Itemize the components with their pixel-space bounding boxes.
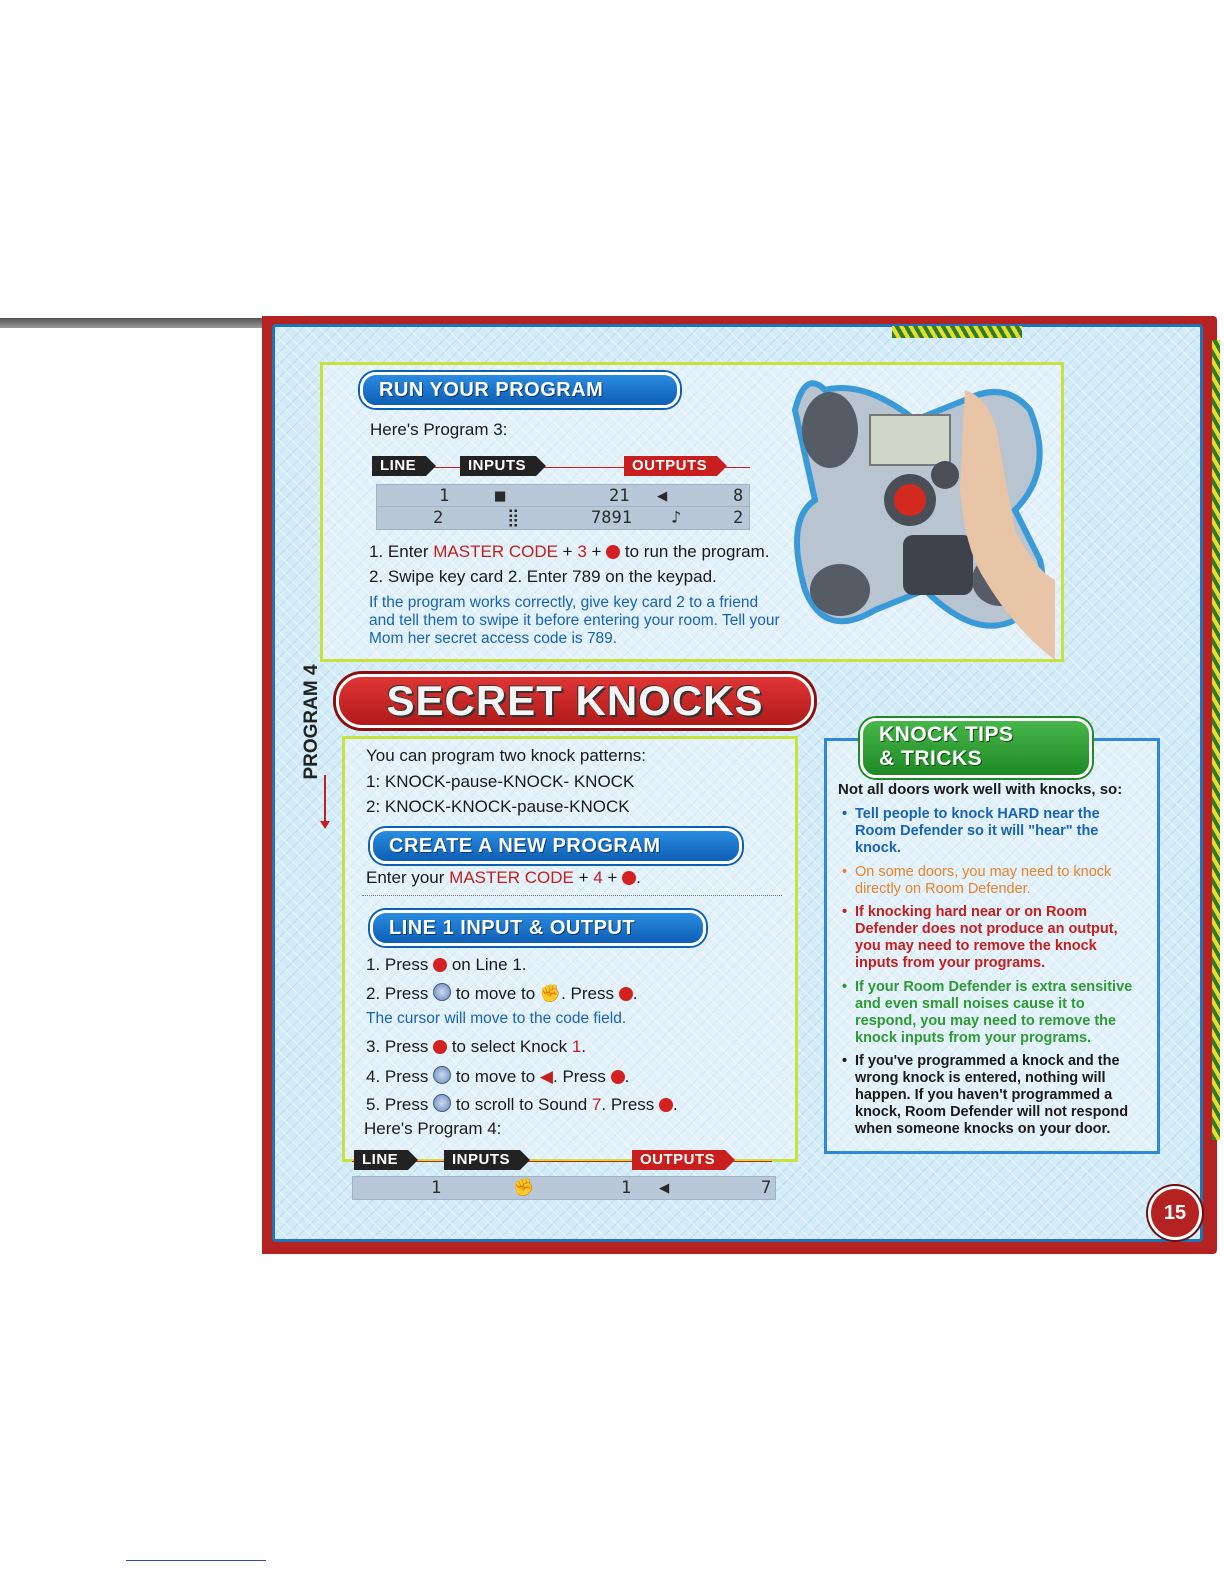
table-row bbox=[376, 506, 750, 530]
tip-item: • If your Room Defender is extra sensitive and even small noises cause it to respond, you may need to remove the knock inputs from your programs. bbox=[855, 979, 1135, 1047]
page-number-badge: 15 bbox=[1148, 1186, 1202, 1240]
hazard-stripe bbox=[892, 326, 1022, 338]
line1-step-3: 3. Press to select Knock 1. bbox=[366, 1037, 587, 1056]
step-text: 3. Press bbox=[366, 1037, 434, 1056]
tip-item: • Tell people to knock HARD near the Room Defender so it will "hear" the knock. bbox=[855, 806, 1135, 857]
red-button-icon bbox=[619, 987, 633, 1001]
program-number: 3 bbox=[577, 542, 587, 561]
program-side-label bbox=[298, 664, 326, 780]
knock-number: 1 bbox=[571, 1037, 582, 1056]
step-text: Enter your bbox=[366, 868, 450, 887]
dotted-divider bbox=[362, 895, 782, 896]
red-button-icon bbox=[433, 958, 447, 972]
step-text: 4. Press bbox=[366, 1067, 434, 1086]
master-code-label: MASTER CODE bbox=[449, 868, 574, 887]
step-text: to run the program. bbox=[620, 542, 770, 561]
top-edge-bar bbox=[0, 318, 262, 328]
run-note-line-1: If the program works correctly, give key card 2 to a friend bbox=[369, 594, 759, 611]
program3-intro: Here's Program 3: bbox=[370, 420, 508, 439]
red-button-icon bbox=[622, 871, 636, 885]
footer-line bbox=[126, 1560, 266, 1561]
tip-item: • If knocking hard near or on Room Defender does not produce an output, you may need to remove the knock inputs from your programs. bbox=[855, 904, 1135, 972]
tips-heading-line: & TRICKS bbox=[879, 747, 983, 770]
outputs-tag: OUTPUTS bbox=[624, 456, 717, 476]
row-line: 1 bbox=[431, 1178, 442, 1198]
step-text: + bbox=[557, 542, 578, 561]
line1-step-2: 2. Press to move to ✊. Press . bbox=[366, 984, 638, 1003]
row-input-code: 7891 bbox=[591, 508, 632, 528]
tips-intro: Not all doors work well with knocks, so: bbox=[838, 781, 1123, 798]
line-tag: LINE bbox=[354, 1150, 408, 1170]
room-defender-device-image bbox=[785, 370, 1055, 660]
row-line: 1 bbox=[439, 486, 450, 506]
master-code-label: MASTER CODE bbox=[433, 542, 558, 561]
row-input-code: 1 bbox=[621, 1178, 632, 1198]
knock-pattern-1: 1: KNOCK-pause-KNOCK- KNOCK bbox=[366, 772, 635, 791]
sound-number: 7 bbox=[591, 1095, 602, 1114]
knock-pattern-2: 2: KNOCK-KNOCK-pause-KNOCK bbox=[366, 797, 630, 816]
knock-fist-icon: ✊ bbox=[539, 984, 562, 1003]
line-tag: LINE bbox=[372, 456, 426, 476]
red-button-icon bbox=[606, 545, 620, 559]
run-note-line-3: Mom her secret access code is 789. bbox=[369, 630, 618, 647]
create-step: Enter your MASTER CODE + 4 + . bbox=[366, 868, 641, 887]
scroll-knob-icon bbox=[433, 983, 451, 1001]
side-label-text: PROGRAM 4 bbox=[301, 664, 322, 780]
run-program-heading: RUN YOUR PROGRAM bbox=[360, 372, 680, 408]
red-button-icon bbox=[433, 1040, 447, 1054]
tips-heading-line: KNOCK TIPS bbox=[879, 723, 1014, 746]
secret-knocks-title: SECRET KNOCKS bbox=[336, 674, 814, 728]
inputs-tag: INPUTS bbox=[444, 1150, 520, 1170]
table-row bbox=[352, 1176, 776, 1200]
red-button-icon bbox=[659, 1098, 673, 1112]
speaker-icon: ◀ bbox=[539, 1067, 553, 1086]
step-text: 1. Press bbox=[366, 955, 434, 974]
inputs-tag: INPUTS bbox=[460, 456, 536, 476]
table-row bbox=[376, 484, 750, 508]
line1-step-4: 4. Press to move to ◀. Press . bbox=[366, 1067, 630, 1086]
step-text: to move to bbox=[451, 984, 540, 1003]
create-program-heading: CREATE A NEW PROGRAM bbox=[370, 828, 742, 864]
cursor-note: The cursor will move to the code field. bbox=[366, 1010, 627, 1027]
step-text: . Press bbox=[561, 984, 619, 1003]
scroll-knob-icon bbox=[433, 1094, 451, 1112]
step-text: on Line 1. bbox=[447, 955, 527, 974]
speaker-icon: ◀ bbox=[659, 1178, 670, 1198]
line1-step-5: 5. Press to scroll to Sound 7. Press . bbox=[366, 1095, 678, 1114]
knock-fist-icon: ✊ bbox=[513, 1178, 535, 1198]
keycard-icon: ■ bbox=[495, 486, 506, 506]
down-arrow-icon bbox=[324, 775, 326, 823]
step-text: to move to bbox=[451, 1067, 540, 1086]
step-text: + bbox=[573, 868, 594, 887]
run-note-line-2: and tell them to swipe it before entering your room. Tell your bbox=[369, 612, 780, 629]
row-output-code: 7 bbox=[761, 1178, 772, 1198]
run-step-2: 2. Swipe key card 2. Enter 789 on the keypad. bbox=[369, 567, 717, 586]
row-input-code: 21 bbox=[609, 486, 630, 506]
knock-tips-heading bbox=[860, 718, 1092, 778]
speaker-icon: ◀ bbox=[657, 486, 668, 506]
microphone-icon: ♪ bbox=[671, 508, 682, 528]
side-hazard-stripe bbox=[1212, 340, 1220, 1140]
tip-item: • On some doors, you may need to knock directly on Room Defender. bbox=[855, 864, 1135, 898]
row-output-code: 8 bbox=[733, 486, 744, 506]
step-text: to scroll to Sound bbox=[451, 1095, 592, 1114]
run-step-1: 1. Enter MASTER CODE + 3 + to run the program. bbox=[369, 542, 770, 561]
step-text: 1. Enter bbox=[369, 542, 434, 561]
keypad-icon: ⣿ bbox=[507, 508, 520, 528]
program4-intro: Here's Program 4: bbox=[364, 1119, 502, 1138]
line1-step-1 bbox=[366, 955, 527, 975]
outputs-tag: OUTPUTS bbox=[632, 1150, 725, 1170]
line1-heading: LINE 1 INPUT & OUTPUT bbox=[370, 910, 706, 946]
step-text: 5. Press bbox=[366, 1095, 434, 1114]
red-button-icon bbox=[611, 1070, 625, 1084]
step-text: . Press bbox=[553, 1067, 611, 1086]
program-number: 4 bbox=[593, 868, 603, 887]
tip-item: • If you've programmed a knock and the wrong knock is entered, nothing will happen. If you haven't programmed a knock, Room Defender will not respond when someone knocks on your door. bbox=[855, 1053, 1135, 1138]
row-output-code: 2 bbox=[733, 508, 744, 528]
row-line: 2 bbox=[433, 508, 444, 528]
knock-intro: You can program two knock patterns: bbox=[366, 746, 647, 765]
step-text: to select Knock bbox=[447, 1037, 572, 1056]
scroll-knob-icon bbox=[433, 1066, 451, 1084]
step-text: 2. Press bbox=[366, 984, 434, 1003]
step-text: . Press bbox=[601, 1095, 659, 1114]
